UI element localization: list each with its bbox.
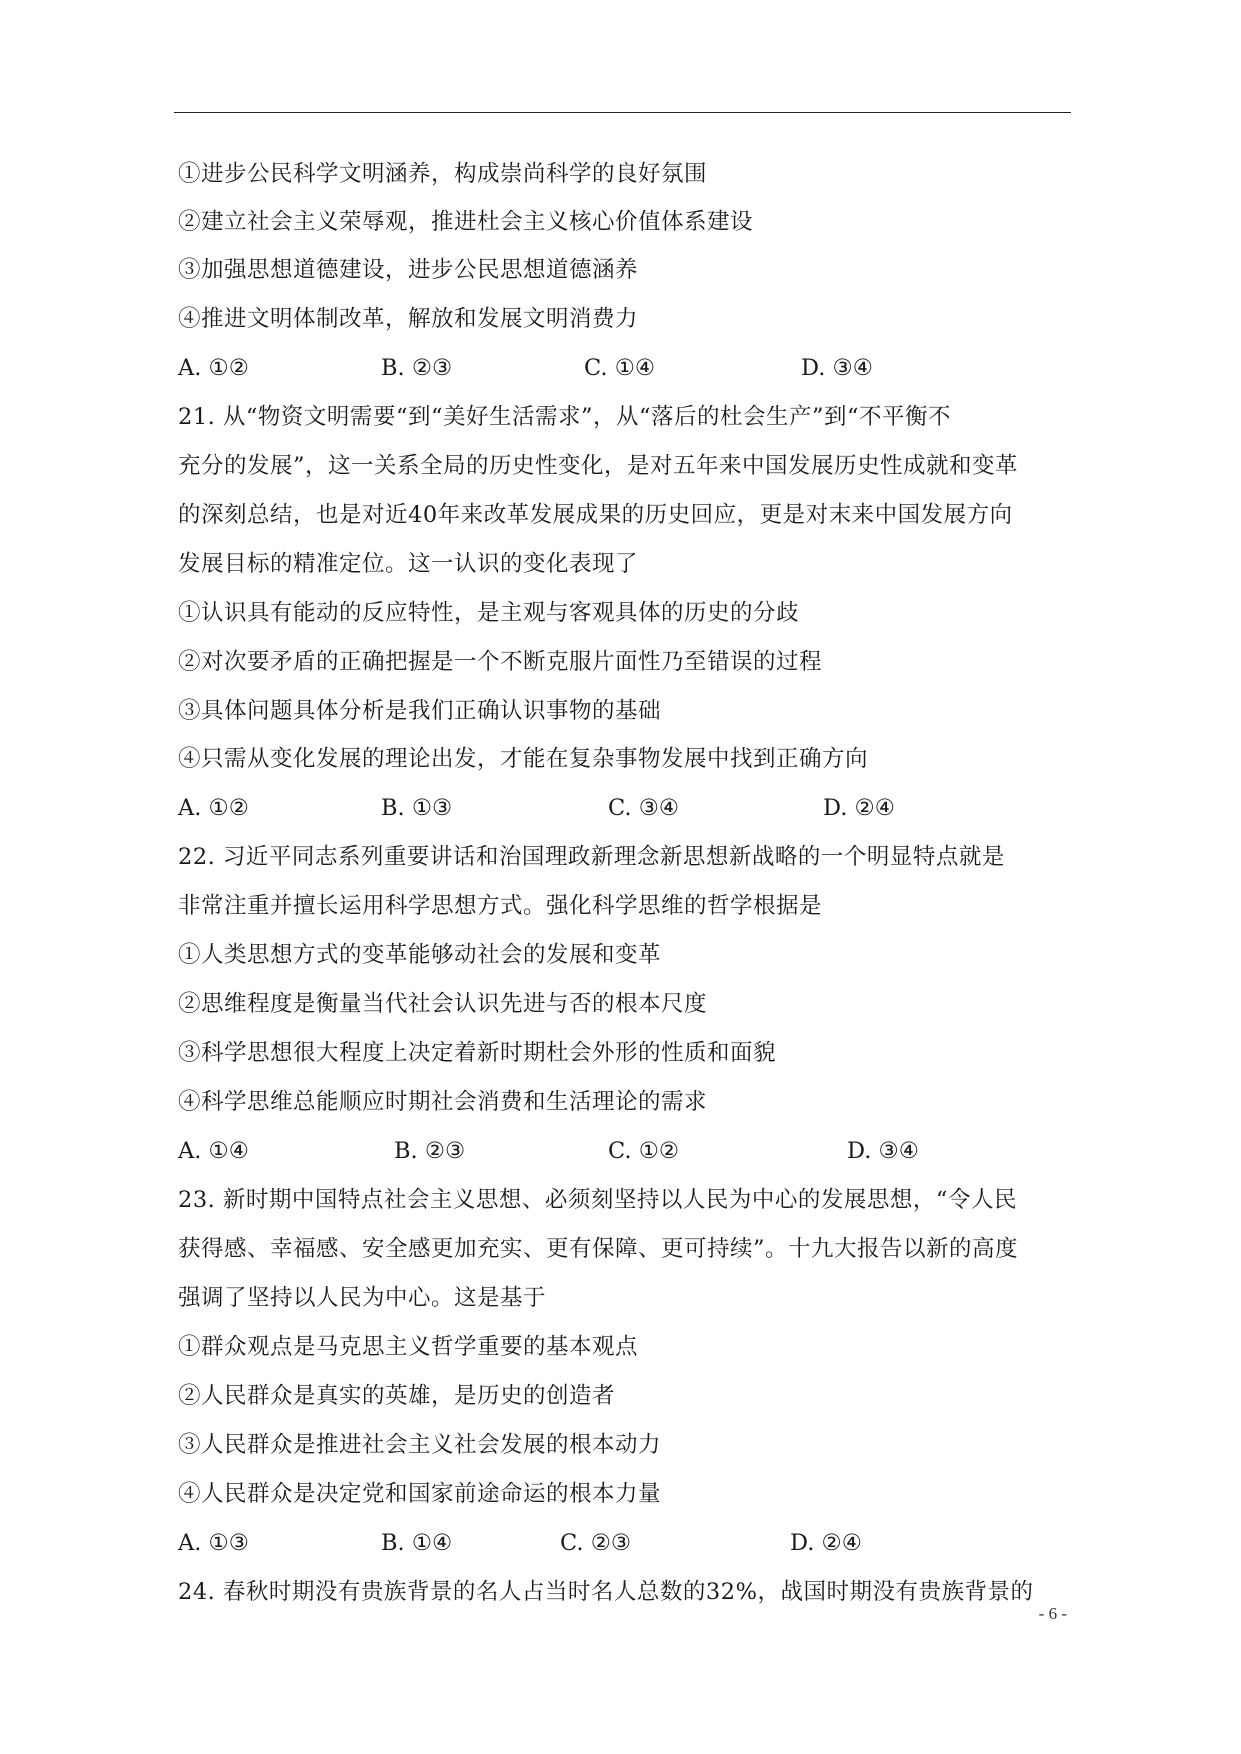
q23-option-a: A. ①③ [178, 1530, 249, 1556]
q23-item-2: ②人民群众是真实的英雄，是历史的创造者 [178, 1383, 616, 1409]
q21-stem-3: 的深刻总结，也是对近40年来改革发展成果的历史回应，更是对末来中国发展方向 [178, 502, 1013, 528]
q23-item-3: ③人民群众是推进社会主义社会发展的根本动力 [178, 1432, 662, 1458]
q23-stem-2: 获得感、幸福感、安全感更加充实、更有保障、更可持续”。十九大报告以新的高度 [178, 1236, 1019, 1262]
q24-stem-1: 24. 春秋时期没有贵族背景的名人占当时名人总数的32%，战国时期没有贵族背景的 [178, 1579, 1034, 1605]
q21-item-2: ②对次要矛盾的正确把握是一个不断克服片面性乃至错误的过程 [178, 649, 823, 675]
q20-option-c: C. ①④ [584, 355, 656, 381]
q22-options [178, 1136, 1058, 1166]
q21-options [178, 793, 1058, 823]
q23-item-4: ④人民群众是决定党和国家前途命运的根本力量 [178, 1481, 662, 1507]
q23-item-1: ①群众观点是马克思主义哲学重要的基本观点 [178, 1334, 639, 1360]
q23-option-c: C. ②③ [560, 1530, 632, 1556]
q21-stem-4: 发展目标的精准定位。这一认识的变化表现了 [178, 551, 639, 577]
q20-option-d: D. ③④ [801, 355, 873, 381]
q23-options [178, 1528, 1058, 1558]
q20-option-b: B. ②③ [381, 355, 453, 381]
q21-item-1: ①认识具有能动的反应特性，是主观与客观具体的历史的分歧 [178, 600, 800, 626]
q22-item-1: ①人类思想方式的变革能够动社会的发展和变革 [178, 942, 662, 968]
q21-option-c: C. ③④ [608, 795, 680, 821]
q22-option-d: D. ③④ [847, 1138, 919, 1164]
q22-item-4: ④科学思维总能顺应时期社会消费和生活理论的需求 [178, 1089, 708, 1115]
q22-option-c: C. ①② [608, 1138, 680, 1164]
q20-options [178, 353, 1058, 383]
q22-item-2: ②思维程度是衡量当代社会认识先进与否的根本尺度 [178, 991, 708, 1017]
q23-stem-3: 强调了坚持以人民为中心。这是基于 [178, 1285, 547, 1311]
header-rule [174, 112, 1071, 113]
q21-stem-2: 充分的发展”，这一关系全局的历史性变化，是对五年来中国发展历史性成就和变革 [178, 453, 1019, 479]
q23-option-b: B. ①④ [381, 1530, 453, 1556]
q21-option-a: A. ①② [178, 795, 249, 821]
q21-option-b: B. ①③ [381, 795, 453, 821]
q22-option-b: B. ②③ [394, 1138, 466, 1164]
page-number: - 6 - [1038, 1604, 1067, 1623]
q20-option-a: A. ①② [178, 355, 249, 381]
q21-item-3: ③具体问题具体分析是我们正确认识事物的基础 [178, 698, 662, 724]
q20-item-4: ④推进文明体制改革，解放和发展文明消费力 [178, 306, 639, 332]
q20-item-2: ②建立社会主义荣辱观，推进杜会主义核心价值体系建设 [178, 209, 754, 235]
q22-option-a: A. ①④ [178, 1138, 249, 1164]
q22-item-3: ③科学思想很大程度上决定着新时期杜会外形的性质和面貌 [178, 1040, 777, 1066]
q20-item-3: ③加强思想道德建设，进步公民思想道德涵养 [178, 257, 639, 283]
q20-item-1: ①进步公民科学文明涵养，构成崇尚科学的良好氛围 [178, 161, 708, 187]
q21-item-4: ④只需从变化发展的理论出发，才能在复杂事物发展中找到正确方向 [178, 746, 869, 772]
q21-option-d: D. ②④ [823, 795, 895, 821]
q21-stem-1: 21. 从“物资文明需要“到“美好生活需求”，从“落后的杜会生产”到“不平衡不 [178, 404, 951, 430]
q22-stem-2: 非常注重并擅长运用科学思想方式。强化科学思维的哲学根据是 [178, 893, 823, 919]
q22-stem-1: 22. 习近平同志系列重要讲话和治国理政新理念新思想新战略的一个明显特点就是 [178, 844, 1005, 870]
q23-option-d: D. ②④ [790, 1530, 862, 1556]
q23-stem-1: 23. 新时期中国特点社会主义思想、必须刻坚持以人民为中心的发展思想，“令人民 [178, 1187, 1017, 1213]
